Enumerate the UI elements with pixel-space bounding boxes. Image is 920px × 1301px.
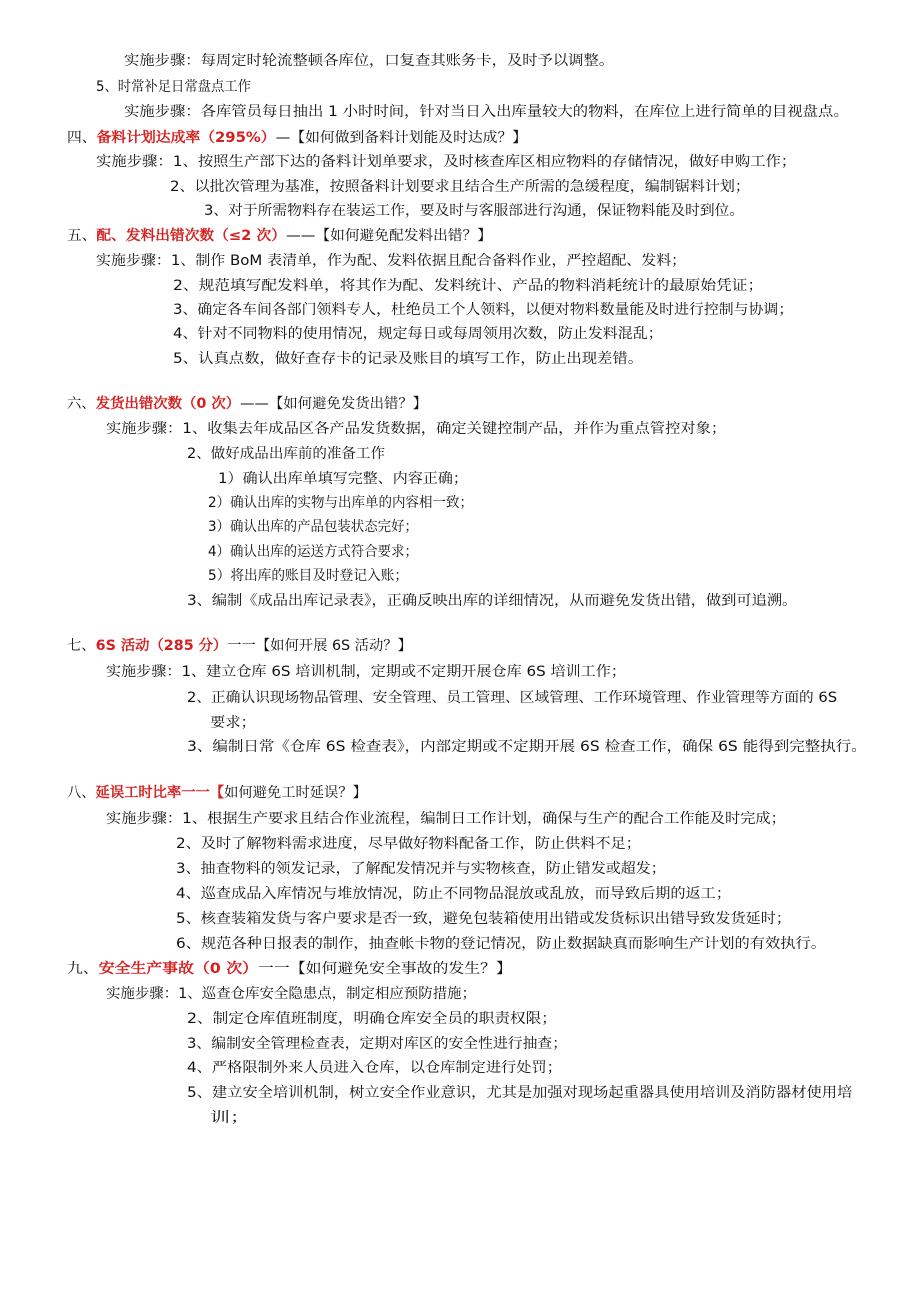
text-line: 实施步骤：各库管员每日抽出 1 小时时间，针对当日入出库量较大的物料，在库位上进行简单的目视盘点。 bbox=[124, 104, 849, 120]
text-line: 4、针对不同物料的使用情况，规定每日或每周领用次数，防止发料混乱； bbox=[173, 326, 663, 342]
text-line: 3、确定各车间各部门领料专人，杜绝员工个人领料，以便对物料数量能及时进行控制与协调； bbox=[173, 302, 794, 318]
section-question: —【如何做到备料计划能及时达成？】 bbox=[275, 130, 528, 146]
section-heading bbox=[67, 637, 412, 655]
text-line: 3、对于所需物料存在装运工作，要及时与客服部进行沟通，保证物料能及时到位。 bbox=[204, 203, 745, 219]
text-line: 要求； bbox=[210, 715, 256, 731]
section-question: ——【如何避免配发料出错？】 bbox=[285, 228, 492, 244]
text-line: 6、规范各种日报表的制作，抽查帐卡物的登记情况，防止数据缺真而影响生产计划的有效执行。 bbox=[176, 936, 827, 952]
section-heading bbox=[67, 784, 367, 802]
text-line: 训； bbox=[210, 1110, 251, 1126]
text-line: 2、以批次管理为基准，按照备料计划要求且结合生产所需的急缓程度，编制锯料计划； bbox=[170, 179, 750, 195]
text-line: 1）确认出库单填写完整、内容正确； bbox=[218, 471, 468, 487]
text-line: 3、编制《成品出库记录表》，正确反映出库的详细情况，从而避免发货出错，做到可追溯。 bbox=[187, 593, 798, 609]
section-title: 配、发料出错次数（≤2 次） bbox=[96, 228, 286, 244]
section-heading bbox=[67, 395, 427, 413]
text-line: 5、认真点数，做好查存卡的记录及账目的填写工作，防止出现差错。 bbox=[173, 351, 644, 367]
text-line: 2、制定仓库值班制度，明确仓库安全员的职责权限； bbox=[187, 1011, 557, 1027]
section-title: 备料计划达成率（295%） bbox=[96, 130, 276, 146]
section-heading bbox=[67, 960, 512, 978]
text-line: 实施步骤：1、按照生产部下达的备料计划单要求，及时核查库区相应物料的存储情况，做好申购工作； bbox=[96, 154, 797, 170]
text-line: 2、做好成品出库前的准备工作 bbox=[187, 446, 385, 462]
text-line: 实施步骤：1、巡查仓库安全隐患点，制定相应预防措施； bbox=[106, 986, 477, 1002]
section-title: 延误工时比率一一【 bbox=[95, 785, 225, 801]
text-line: 3、抽查物料的领发记录，了解配发情况并与实物核查，防止错发或超发； bbox=[176, 861, 666, 877]
section-number: 六、 bbox=[67, 396, 96, 412]
text-line: 3、编制安全管理检查表，定期对库区的安全性进行抽查； bbox=[187, 1036, 568, 1052]
section-number: 九、 bbox=[67, 961, 99, 977]
text-line: 3、编制日常《仓库 6S 检查表》，内部定期或不定期开展 6S 检查工作，确保 6S 能得到完整执行。 bbox=[187, 739, 867, 755]
text-line: 3）确认出库的产品包装状态完好； bbox=[208, 519, 418, 535]
section-title: 安全生产事故（0 次） bbox=[98, 961, 259, 977]
section-number: 七、 bbox=[67, 638, 96, 654]
text-line: 4、严格限制外来人员进入仓库，以仓库制定进行处罚； bbox=[187, 1060, 562, 1076]
section-heading bbox=[67, 227, 492, 245]
text-line: 2、正确认识现场物品管理、安全管理、员工管理、区域管理、工作环境管理、作业管理等方面的 6S bbox=[187, 690, 838, 706]
text-line: 5、建立安全培训机制，树立安全作业意识，尤其是加强对现场起重器具使用培训及消防器材使用培 bbox=[187, 1085, 853, 1101]
text-line: 实施步骤：1、制作 BoM 表清单，作为配、发料依据且配合备料作业，严控超配、发料； bbox=[96, 253, 687, 269]
text-line: 实施步骤：1、收集去年成品区各产品发货数据，确定关键控制产品，并作为重点管控对象； bbox=[106, 421, 727, 437]
section-number: 五、 bbox=[67, 228, 97, 244]
text-line: 4）确认出库的运送方式符合要求； bbox=[208, 544, 418, 560]
section-question: ——【如何避免发货出错？】 bbox=[240, 396, 428, 412]
text-line: 5、时常补足日常盘点工作 bbox=[96, 79, 251, 95]
text-line: 实施步骤：每周定时轮流整顿各库位，口复查其账务卡，及时予以调整。 bbox=[124, 53, 615, 69]
section-number: 八、 bbox=[67, 785, 96, 801]
text-line: 2、规范填写配发料单，将其作为配、发料统计、产品的物料消耗统计的最原始凭证； bbox=[173, 278, 764, 294]
section-number: 四、 bbox=[67, 130, 97, 146]
text-line: 实施步骤：1、根据生产要求且结合作业流程，编制日工作计划，确保与生产的配合工作能及时完成； bbox=[106, 811, 786, 827]
text-line: 5、核查装箱发货与客户要求是否一致，避免包装箱使用出错或发货标识出错导致发货延时； bbox=[176, 911, 791, 927]
text-line: 实施步骤：1、建立仓库 6S 培训机制，定期或不定期开展仓库 6S 培训工作； bbox=[106, 664, 626, 680]
section-question: 如何避免工时延误？】 bbox=[224, 785, 367, 801]
text-line: 2、及时了解物料需求进度，尽早做好物料配备工作，防止供料不足； bbox=[176, 836, 641, 852]
text-line: 4、巡查成品入库情况与堆放情况，防止不同物品混放或乱放，而导致后期的返工； bbox=[176, 886, 731, 902]
section-question: 一一【如何避免安全事故的发生？】 bbox=[258, 961, 512, 977]
text-line: 2）确认出库的实物与出库单的内容相一致； bbox=[208, 495, 474, 511]
section-title: 6S 活动（285 分） bbox=[95, 638, 228, 654]
section-heading bbox=[67, 129, 527, 147]
section-question: 一一【如何开展 6S 活动？】 bbox=[227, 638, 412, 654]
section-title: 发货出错次数（0 次） bbox=[95, 396, 241, 412]
text-line: 5）将出库的账目及时登记入账； bbox=[208, 568, 409, 584]
